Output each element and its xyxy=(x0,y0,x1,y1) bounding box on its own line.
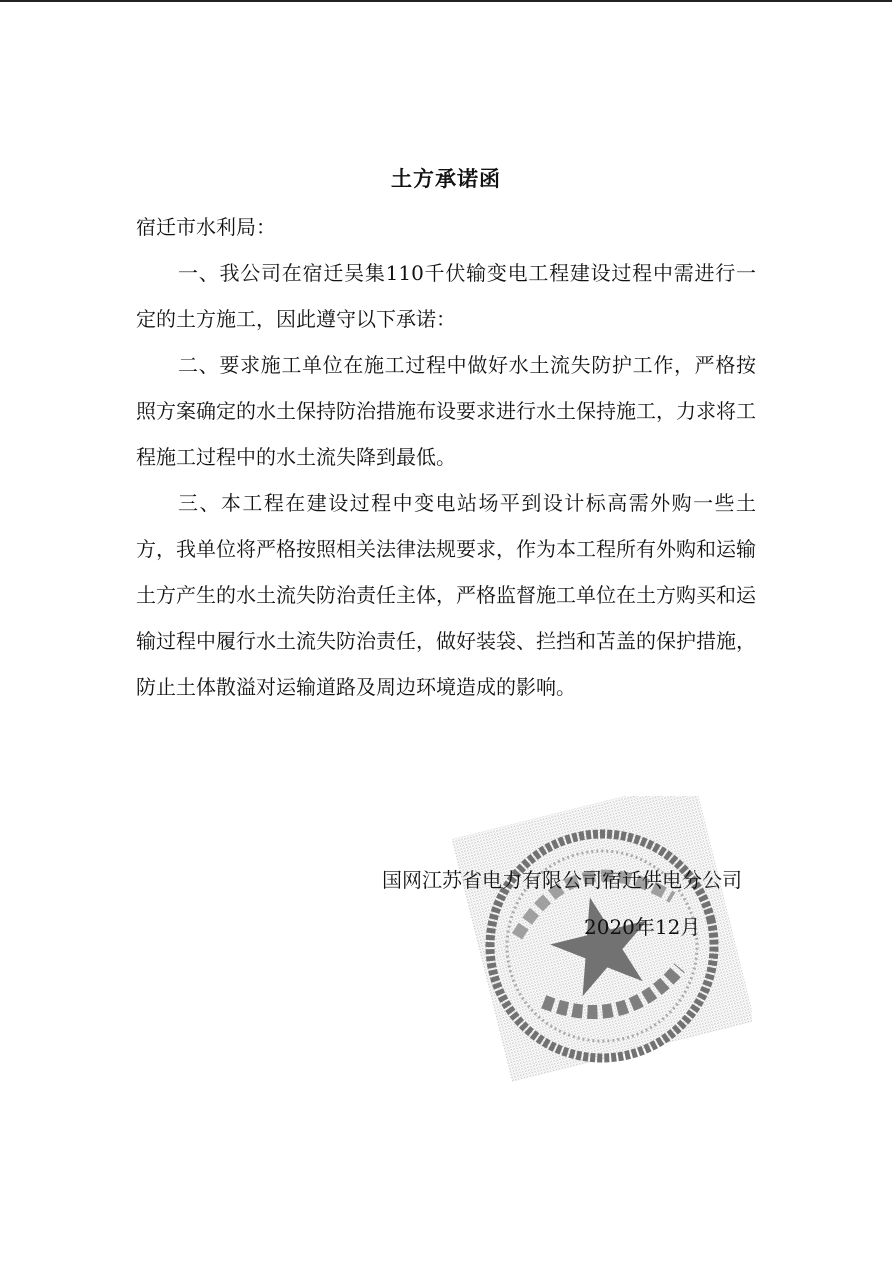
paragraph-3: 三、本工程在建设过程中变电站场平到设计标高需外购一些土方，我单位将严格按照相关法律法规要求，作为本工程所有外购和运输土方产生的水土流失防治责任主体，严格监督施工单位在土方购买和运输过程中履行水土流失防治责任，做好装袋、拦挡和苫盖的保护措施，防止土体散溢对运输道路及周边环境造成的影响。 xyxy=(136,491,756,699)
paragraph-2: 二、要求施工单位在施工过程中做好水土流失防护工作，严格按照方案确定的水土保持防治措施布设要求进行水土保持施工，力求将工程施工过程中的水土流失降到最低。 xyxy=(136,353,756,469)
document-title: 土方承诺函 xyxy=(391,167,501,191)
recipient-line: 宿迁市水利局： xyxy=(136,215,276,239)
paragraph-1: 一、我公司在宿迁吴集110千伏输变电工程建设过程中需进行一定的土方施工，因此遵守以下承诺： xyxy=(136,261,756,331)
signature-date: 2020年12月 xyxy=(584,915,701,939)
signature-company: 国网江苏省电力有限公司宿迁供电分公司 xyxy=(382,868,742,892)
page-top-border xyxy=(0,0,892,2)
